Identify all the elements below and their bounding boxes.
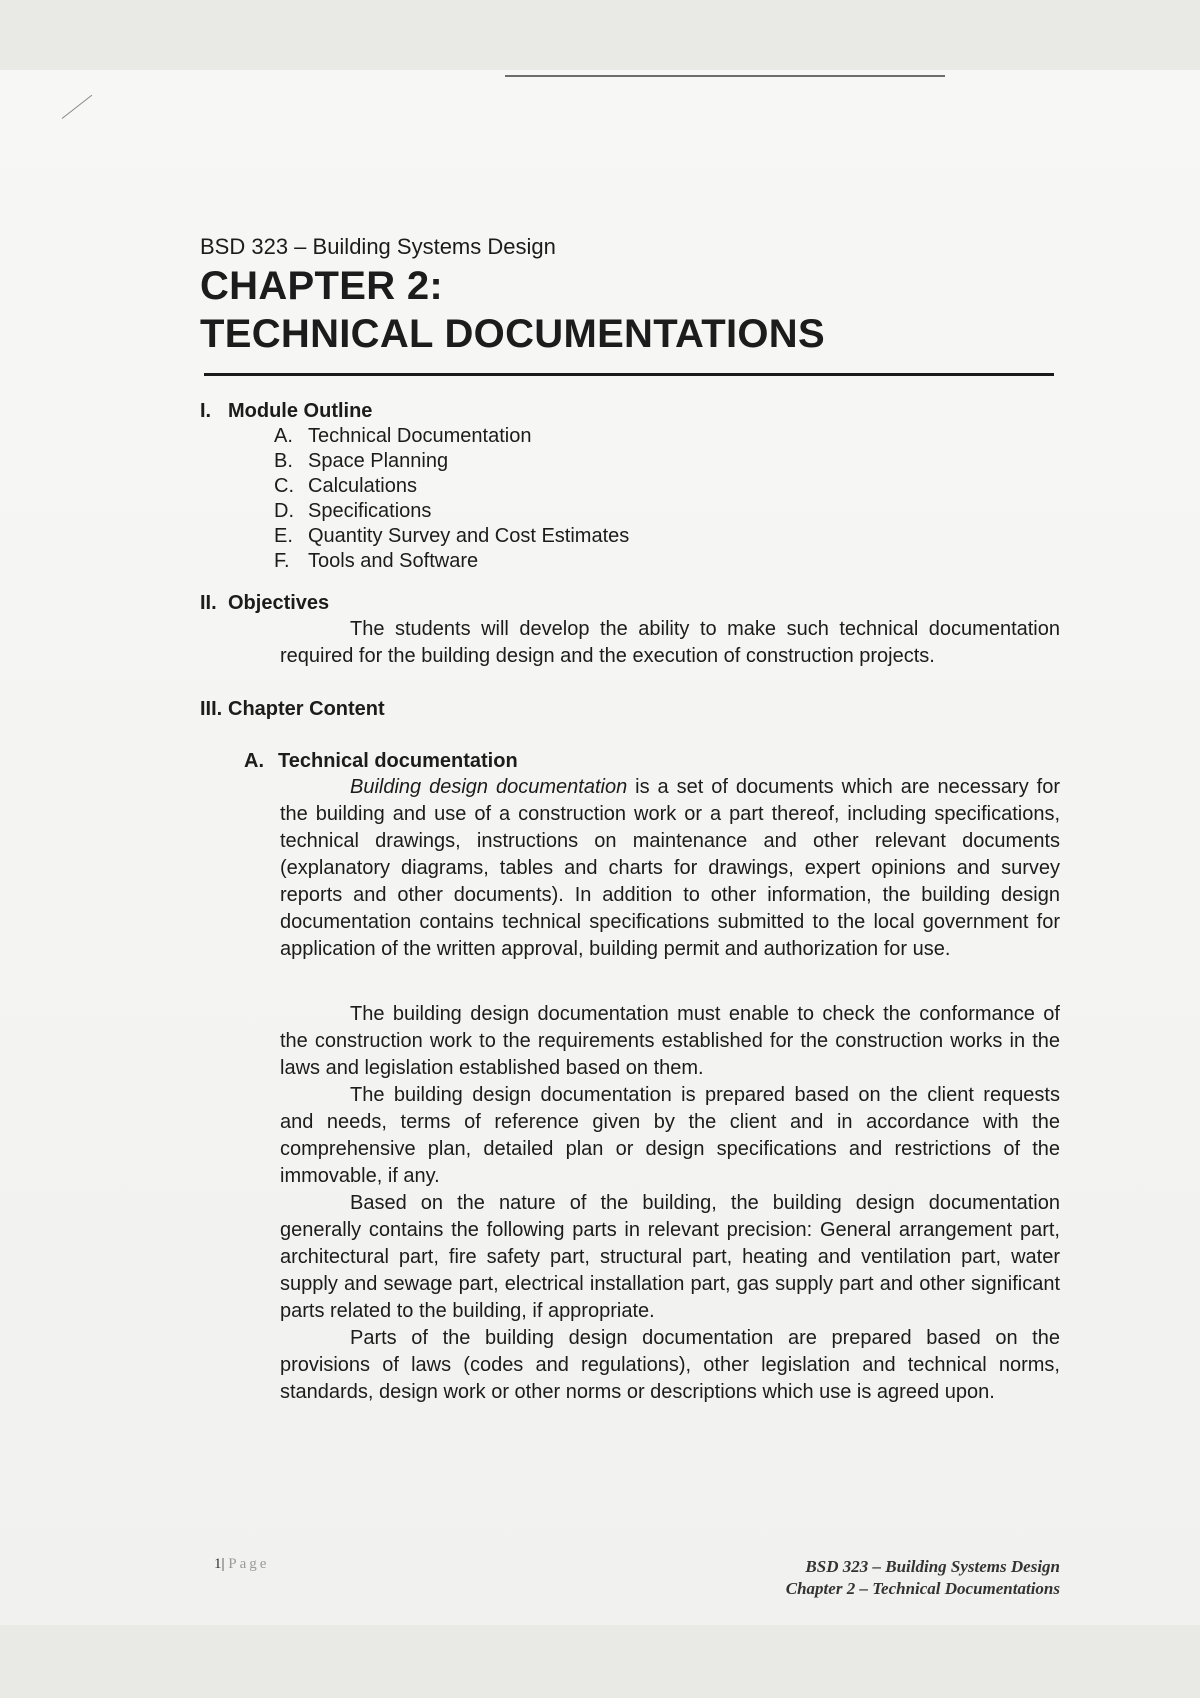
objectives-section [200, 590, 1060, 670]
list-item: A. Technical Documentation [274, 425, 532, 447]
paragraph-3: The building design documentation is prepared based on the client requests and needs, terms of reference given by the client and in accordance with the comprehensive plan, detailed plan or design specifications and restrictions of the immovable, if any. [280, 1084, 1060, 1187]
title-underline [204, 373, 1054, 376]
module-outline-heading: I. Module Outline [200, 400, 373, 422]
defined-term: Building design documentation [350, 776, 628, 798]
section-a-heading: A. Technical documentation [244, 750, 518, 772]
top-edge-line [505, 75, 945, 77]
list-item: B. Space Planning [274, 450, 449, 472]
footer-course-info: BSD 323 – Building Systems Design Chapter 2 – Technical Documentations [785, 1557, 1060, 1598]
chapter-title: TECHNICAL DOCUMENTATIONS [200, 312, 825, 356]
objectives-heading: II. Objectives [200, 592, 330, 614]
module-outline-list [200, 424, 1060, 574]
module-outline-section [200, 398, 1060, 574]
page-number: 1| Page [214, 1556, 270, 1572]
paragraph-2: The building design documentation must enable to check the conformance of the construction work to the requirements established for the construction works in the laws and legislation established based on them. [280, 1003, 1060, 1079]
document-body [200, 398, 1060, 1406]
course-title: BSD 323 – Building Systems Design [200, 234, 556, 259]
list-item: C. Calculations [274, 475, 417, 497]
paragraph-4: Based on the nature of the building, the building design documentation generally contains the following parts in relevant precision: General arrangement part, architectural part, fire safety part, structural part, heating and ventilation part, water supply and sewage part, electrical installation part, gas supply part and other significant parts related to the building, if appropriate. [280, 1192, 1060, 1322]
chapter-number: CHAPTER 2: [200, 264, 444, 308]
list-item: D. Specifications [274, 500, 432, 522]
paragraph-5: Parts of the building design documentation are prepared based on the provisions of laws (codes and regulations), other legislation and technical norms, standards, design work or other norms or descriptions which use is agreed upon. [280, 1327, 1060, 1403]
list-item: E. Quantity Survey and Cost Estimates [274, 525, 630, 547]
objectives-text: The students will develop the ability to make such technical documentation required for the building design and the execution of construction projects. [280, 618, 1060, 667]
page-footer [200, 1548, 1060, 1608]
paragraph-1: Building design documentation is a set of documents which are necessary for the building and use of a construction work or a part thereof, including specifications, technical drawings, instructions on maintenance and other relevant documents (explanatory diagrams, tables and charts for drawings, expert opinions and survey reports and other documents). In addition to other information, the building design documentation contains technical specifications submitted to the local government for application of the written approval, building permit and authorization for use. [280, 776, 1060, 960]
section-a [200, 748, 1060, 1406]
chapter-content-heading: III. Chapter Content [200, 698, 385, 720]
document-header [200, 234, 1060, 356]
list-item: F. Tools and Software [274, 550, 479, 572]
